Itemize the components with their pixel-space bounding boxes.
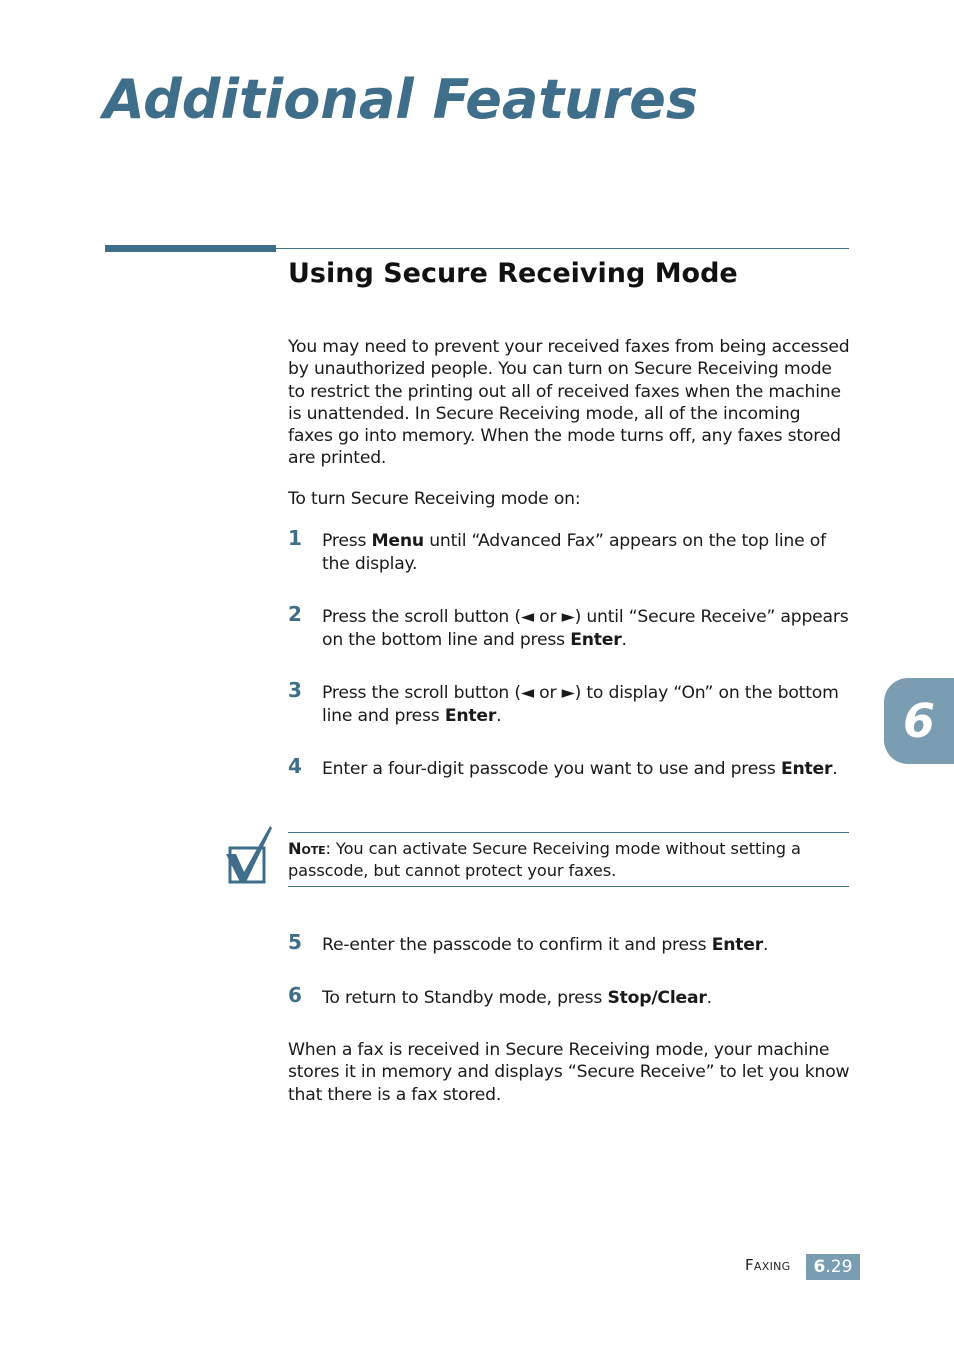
enter-key-label: Enter	[780, 759, 833, 779]
step-text: Re-enter the passcode to confirm it and press Enter.	[322, 935, 769, 955]
step-3	[288, 678, 850, 728]
note-label: Note	[288, 839, 326, 858]
section-title: Using Secure Receiving Mode	[288, 258, 738, 289]
enter-key-label: Enter	[711, 935, 764, 955]
page-number-box	[806, 1254, 860, 1280]
page-chapter: 6	[813, 1257, 826, 1277]
footer-section-label: Faxing	[745, 1256, 791, 1274]
step-number: 2	[288, 602, 302, 626]
step-4	[288, 754, 850, 781]
step-text: Press Menu until “Advanced Fax” appears on the top line of the display.	[322, 531, 826, 574]
note-rule-top	[288, 832, 849, 833]
lead-in-paragraph: To turn Secure Receiving mode on:	[288, 489, 581, 509]
step-number: 1	[288, 526, 302, 550]
step-number: 5	[288, 930, 302, 954]
page-number: .29	[825, 1257, 853, 1277]
note-text: Note: You can activate Secure Receiving mode without setting a passcode, but cannot protect your faxes.	[288, 839, 801, 880]
chapter-tab	[884, 678, 954, 764]
step-number: 4	[288, 754, 302, 778]
enter-key-label: Enter	[570, 630, 622, 650]
step-2	[288, 602, 850, 652]
stop-clear-key-label: Stop/Clear	[607, 988, 707, 1008]
note-rule-bottom	[288, 886, 849, 887]
enter-key-label: Enter	[444, 706, 497, 726]
step-number: 3	[288, 678, 302, 702]
step-5	[288, 930, 850, 957]
closing-paragraph: When a fax is received in Secure Receiving mode, your machine stores it in memory and displays “Secure Receive” to let you know that there is a fax stored.	[288, 1040, 850, 1105]
step-text: To return to Standby mode, press Stop/Clear.	[322, 988, 712, 1008]
step-6	[288, 983, 850, 1010]
step-text: Enter a four-digit passcode you want to use and press Enter.	[322, 759, 838, 779]
checkmark-note-icon	[222, 822, 274, 888]
section-rule-thin	[276, 248, 849, 249]
intro-paragraph: You may need to prevent your received faxes from being accessed by unauthorized people. You can turn on Secure Receiving mode to restrict the printing out all of received faxes when the machine is unattended. In Secure Receiving mode, all of the incoming faxes go into memory. When the mode turns off, any faxes stored are printed.	[288, 337, 850, 469]
section-rule-thick	[105, 245, 276, 252]
step-text: Press the scroll button (◄ or ►) until “Secure Receive” appears on the bottom line and press Enter.	[322, 607, 849, 650]
step-number: 6	[288, 983, 302, 1007]
menu-key-label: Menu	[371, 531, 424, 551]
chapter-title: Additional Features	[103, 68, 698, 131]
chapter-tab-number: 6	[902, 694, 935, 748]
step-text: Press the scroll button (◄ or ►) to display “On” on the bottom line and press Enter.	[322, 683, 839, 726]
step-1	[288, 526, 850, 576]
